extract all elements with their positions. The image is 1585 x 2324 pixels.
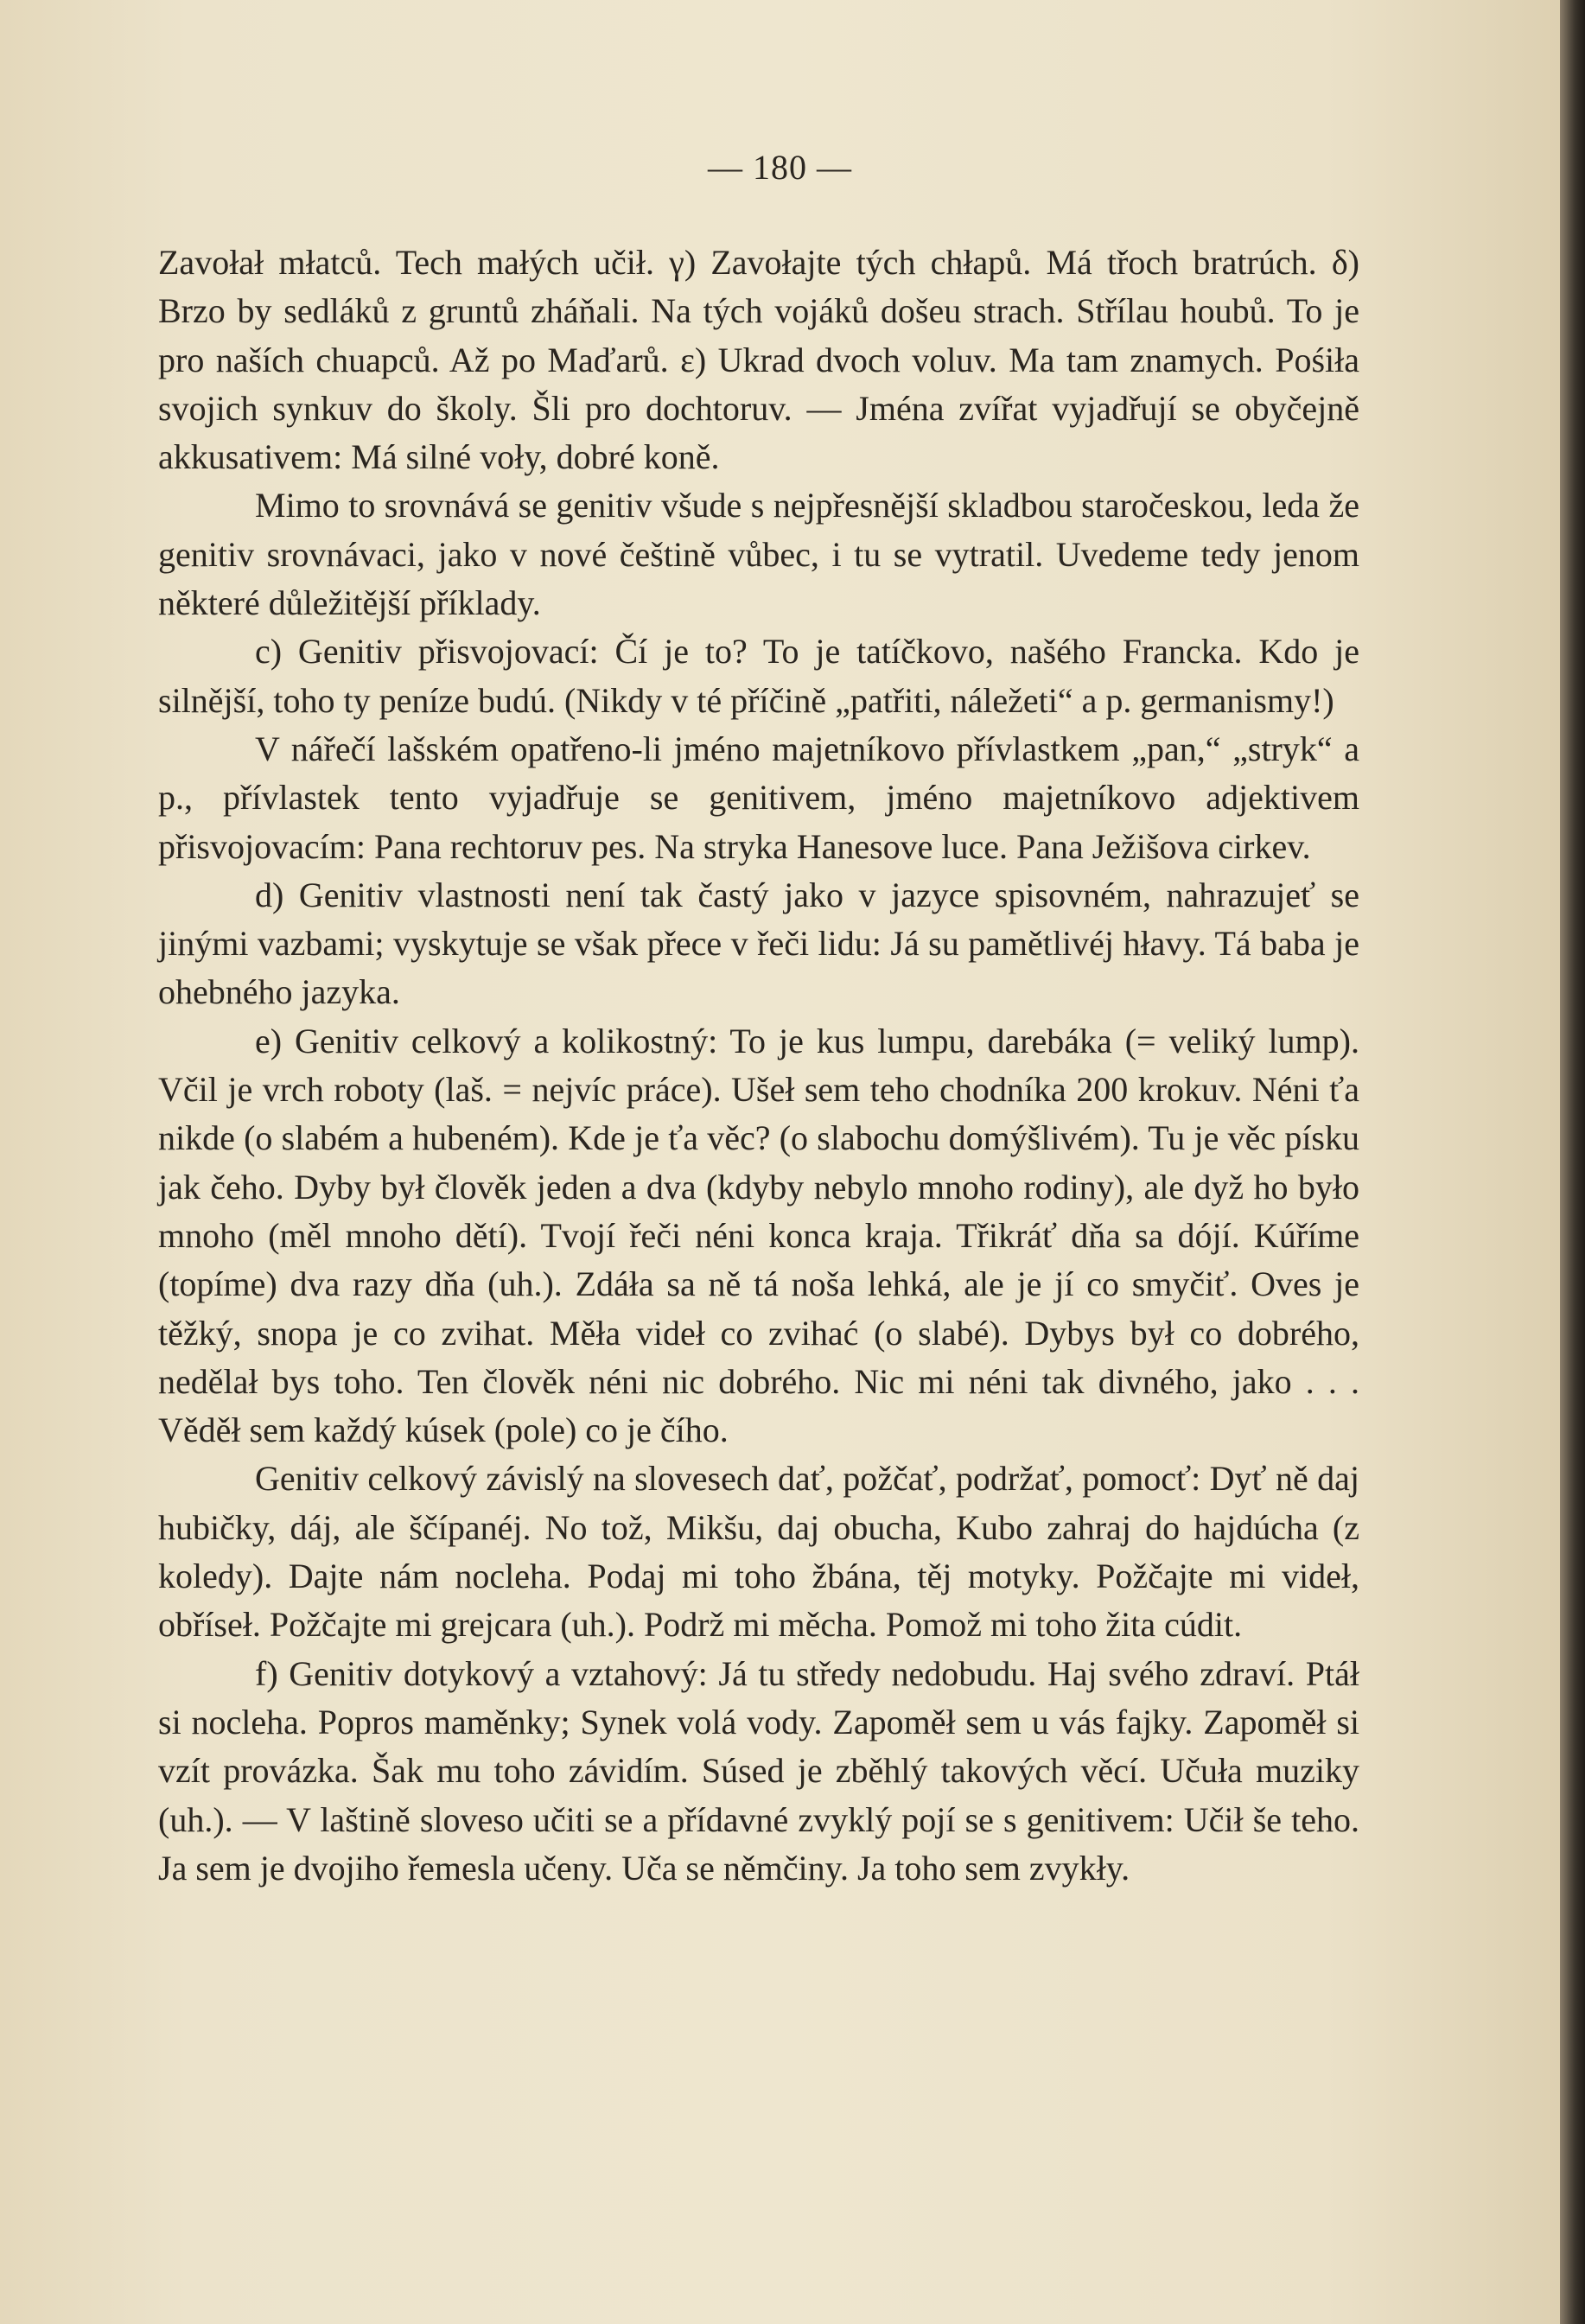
paragraph: Mimo to srovnává se genitiv všude s nejpřesnější skladbou staročeskou, leda že genitiv srovnávaci, jako v nové češtině vůbec, i tu se vytratil. Uvedeme tedy jenom některé důležitější příklady. [158, 486, 1359, 623]
paragraph: Genitiv celkový závislý na slovesech dať, požčať, podržať, pomocť: Dyť ně daj hubičky, dáj, ale ščípanéj. No tož, Mikšu, daj obucha, Kubo zahraj do hajdúcha (z koledy). Dajte nám nocleha. Podaj mi toho žbána, těj motyky. Požčajte mi videł, obříseł. Požčajte mi grejcara (uh.). Podrž mi měcha. Pomož mi toho žita cúdit. [158, 1459, 1359, 1645]
paragraph: c) Genitiv přisvojovací: Čí je to? To je tatíčkovo, našého Francka. Kdo je silnější, toho ty peníze budú. (Nikdy v té příčině „patřiti, náležeti“ a p. germanismy!) [158, 632, 1359, 720]
paragraph: Zavołał młatců. Tech małých učił. γ) Zavołajte tých chłapů. Má třoch bratrúch. δ) Brzo by sedláků z gruntů zháňali. Na tých vojáků došeu strach. Střílau houbů. To je pro naších chuapců. Až po Maďarů. ε) Ukrad dvoch voluv. Ma tam znamych. Pośiła svojich synkuv do školy. Šli pro dochtoruv. — Jména zvířat vyjadřují se obyčejně akkusativem: Má silné voły, dobré koně. [158, 243, 1359, 477]
paragraph: V nářečí lašském opatřeno-li jméno majetníkovo přívlastkem „pan,“ „stryk“ a p., přívlastek tento vyjadřuje se genitivem, jméno majetníkovo adjektivem přisvojovacím: Pana rechtoruv pes. Na stryka Hanesove luce. Pana Ježišova cirkev. [158, 729, 1359, 866]
paragraph: d) Genitiv vlastnosti není tak častý jako v jazyce spisovném, nahrazujeť se jinými vazbami; vyskytuje se však přece v řeči lidu: Já su pamětlivéj hłavy. Tá baba je ohebného jazyka. [158, 875, 1359, 1012]
book-spine [1560, 0, 1585, 2324]
page-number: — 180 — [708, 148, 852, 187]
page-body [158, 239, 1359, 1893]
paragraph: f) Genitiv dotykový a vztahový: Já tu středy nedobudu. Haj svého zdraví. Ptáł si nocleha. Popros maměnky; Synek volá vody. Zapoměł sem u vás fajky. Zapoměł si vzít provázka. Šak mu toho závidím. Súsed je zběhlý takových věcí. Učuła muziky (uh.). — V laštině sloveso učiti se a přídavné zvyklý pojí se s genitivem: Učił še teho. Ja sem je dvojiho řemesla učeny. Uča se němčiny. Ja toho sem zvykły. [158, 1653, 1359, 1888]
paragraph: e) Genitiv celkový a kolikostný: To je kus lumpu, darebáka (= veliký lump). Včil je vrch roboty (laš. = nejvíc práce). Ušeł sem teho chodníka 200 krokuv. Néni ťa nikde (o slabém a hubeném). Kde je ťa věc? (o slabochu domýšlivém). Tu je věc písku jak čeho. Dyby był člověk jeden a dva (kdyby nebylo mnoho rodiny), ale dyž ho było mnoho (měl mnoho dětí). Tvojí řeči néni konca kraja. Třikráť dňa sa dójí. Kúříme (topíme) dva razy dňa (uh.). Zdáła sa ně tá noša lehká, ale je jí co smyčiť. Oves je těžký, snopa je co zvihat. Měła videł co zvihać (o slabé). Dybys był co dobrého, nedělał bys toho. Ten člověk néni nic dobrého. Nic mi néni tak divného, jako . . . Věděł sem každý kúsek (pole) co je čího. [158, 1021, 1359, 1450]
